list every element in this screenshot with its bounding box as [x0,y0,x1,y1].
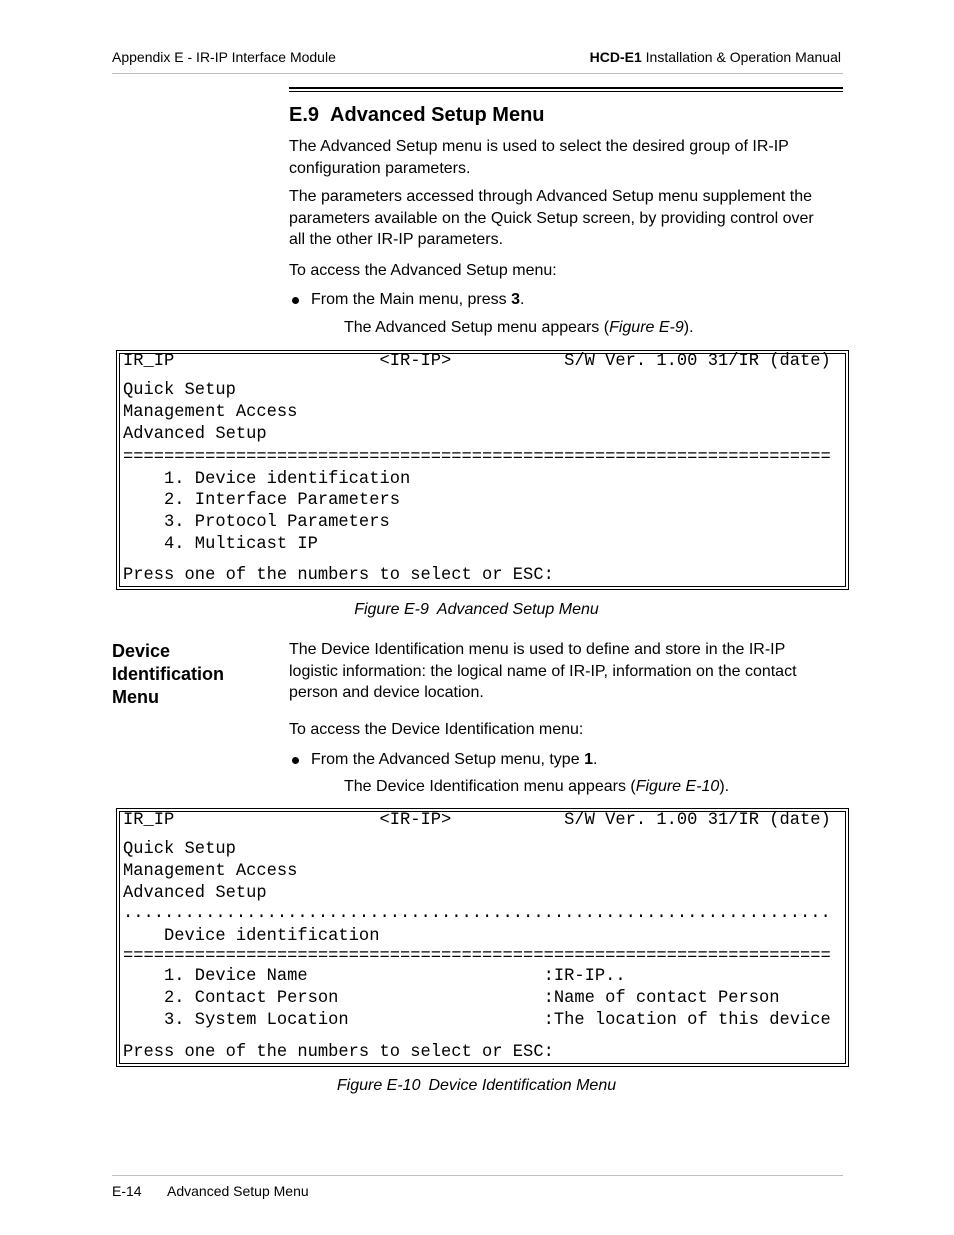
screen-parameter-row: 1. Device Name :IR-IP.. [123,967,626,986]
step-key: 3 [511,291,520,308]
section-rule-thin [289,91,843,92]
screen-menu-path: Quick Setup [123,381,236,400]
running-header-right [590,48,841,66]
figure-caption [216,1076,737,1096]
screen-menu-path: Advanced Setup [123,425,267,444]
screen-prompt: Press one of the numbers to select or ESC: [123,566,554,585]
paragraph-line: configuration parameters. [289,159,471,177]
screen-menu-path: Quick Setup [123,840,236,859]
step-end: . [592,751,598,768]
section-number: E.9 [289,104,320,126]
step-end: . [519,291,525,308]
terminal-screen-advanced-setup [116,350,849,590]
step-result [344,776,729,798]
access-instruction: To access the Device Identification menu: [289,721,584,738]
paragraph-line: logistic information: the logical name of IR-IP, information on the contact [289,662,797,680]
result-end: ). [683,319,694,336]
step-item [311,289,524,311]
section-title: Advanced Setup Menu [330,104,545,126]
screen-parameter-row: 3. System Location :The location of this device [123,1011,831,1030]
step-result [344,317,694,339]
screen-submenu-title: Device identification [123,927,380,946]
screen-parameter-row: 2. Contact Person :Name of contact Person [123,989,780,1008]
caption-title: Device Identification Menu [428,1077,617,1094]
caption-label: Figure E-9 [354,601,429,618]
step-item [311,749,597,771]
screen-menu-option: 1. Device identification [123,470,411,489]
screen-prompt: Press one of the numbers to select or ESC: [123,1043,554,1062]
figure-caption [216,600,737,620]
paragraph-line: The parameters accessed through Advanced Setup menu supplement the [289,188,812,205]
step-text: From the Main menu, press [311,291,507,308]
result-text: The Device Identification menu appears ( [344,778,636,795]
result-end: ). [719,778,730,795]
manual-title: Installation & Operation Manual [645,49,841,65]
terminal-screen-device-identification [116,808,849,1067]
paragraph-line: The Device Identification menu is used to define and store in the IR-IP [289,641,786,658]
paragraph-line: The Advanced Setup menu is used to select the desired group of IR-IP [289,138,789,155]
screen-separator: ===================================================================== [123,448,831,467]
screen-menu-option: 3. Protocol Parameters [123,513,390,532]
screen-title-line: IR_IP <IR-IP> S/W Ver. 1.00 31/IR (date) [123,352,831,371]
paragraph-line: parameters available on the Quick Setup screen, by providing control over [289,209,814,227]
product-name: HCD-E1 [589,49,642,65]
footer-section-title: Advanced Setup Menu [167,1183,309,1199]
screen-menu-option: 4. Multicast IP [123,535,318,554]
screen-dotted-separator: ..................................................................... [123,904,831,923]
figure-reference: Figure E-9 [609,319,684,336]
intro-paragraph [289,136,789,179]
footer-rule [112,1175,843,1176]
paragraph-line: person and device location. [289,684,484,701]
section-rule-thick [289,87,843,89]
header-rule [112,73,843,74]
bullet-icon [292,297,299,304]
result-text: The Advanced Setup menu appears ( [344,319,610,336]
bullet-icon [292,757,299,764]
screen-title-line: IR_IP <IR-IP> S/W Ver. 1.00 31/IR (date) [123,811,831,830]
screen-separator: ===================================================================== [123,947,831,966]
device-identification-paragraph [289,639,797,704]
screen-menu-option: 2. Interface Parameters [123,491,400,510]
running-header-left: Appendix E - IR-IP Interface Module [112,49,336,65]
access-instruction: To access the Advanced Setup menu: [289,262,557,279]
caption-label: Figure E-10 [336,1077,421,1094]
side-heading-line: Identification [112,664,224,684]
side-heading-line: Device [112,641,171,661]
screen-menu-path: Advanced Setup [123,884,267,903]
step-text: From the Advanced Setup menu, type [311,751,580,768]
paragraph-line: all the other IR-IP parameters. [289,231,504,248]
step-key: 1 [584,751,593,768]
screen-menu-path: Management Access [123,403,298,422]
caption-title: Advanced Setup Menu [436,601,599,618]
figure-reference: Figure E-10 [635,778,720,795]
side-heading [112,640,224,709]
page-number: E-14 [112,1183,142,1199]
screen-menu-path: Management Access [123,862,298,881]
section-heading [289,103,545,127]
side-heading-line: Menu [112,687,159,707]
supplement-paragraph [289,186,814,251]
